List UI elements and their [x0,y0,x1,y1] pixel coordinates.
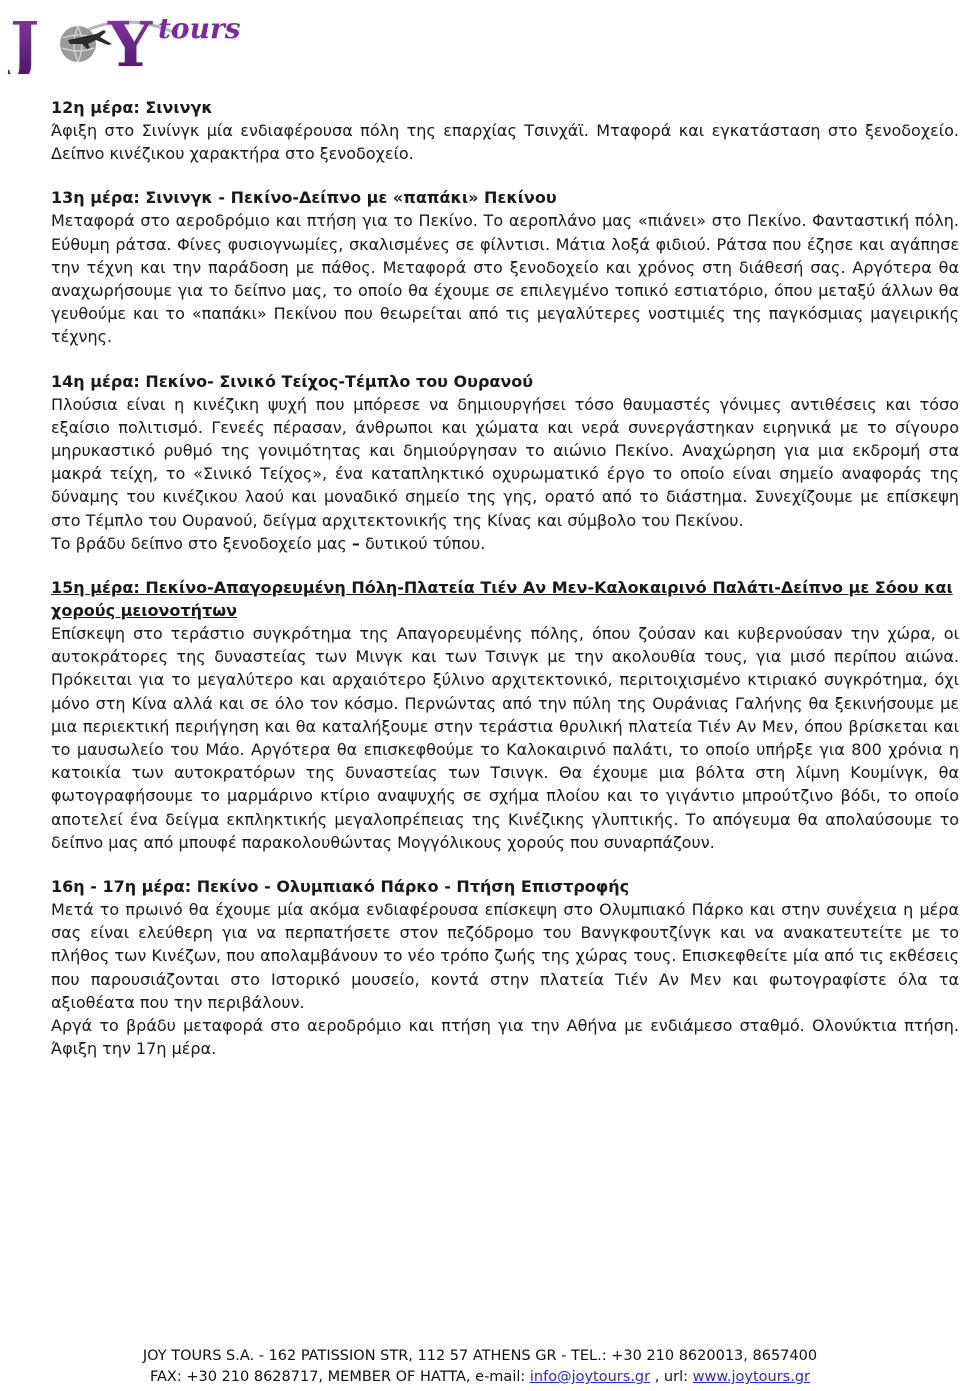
day-description [51,119,959,165]
day-paragraph: Μετά το πρωινό θα έχουμε μία ακόμα ενδιαφέρουσα επίσκεψη στο Ολυμπιακό Πάρκο και στην συνέχεια η μέρα σας είναι ελεύθερη για να περπατήσετε στον πεζόδρομο του Βανγκφουτζίνγκ και να ανακατευτείτε με το πλήθος των Κινέζων, που απολαμβάνουν το νέο τρόπο ζωής της χώρας τους. Επισκεφθείτε μία από τις εκθέσεις που παρουσιάζονται στο Ιστορικό μουσείο, κοντά στην πλατεία Τιέν Αν Μεν και φωτογραφίστε όλα τα αξιοθέατα που την περιβάλουν. [51,900,959,1012]
dinner-note [51,532,959,555]
email-link[interactable]: info@joytours.gr [529,1369,651,1385]
day-paragraph: Επίσκεψη στο τεράστιο συγκρότημα της Απαγορευμένης πόλης, όπου ζούσαν και κυβερνούσαν την χώρα, οι αυτοκράτορες της δυναστείας των Μινγκ και των Τσινγκ με την ακολουθία τους, για μισό περίπου αιώνα. Πρόκειται για το μεγαλύτερο και αρχαιότερο ξύλινο αρχιτεκτονικό, περιτοιχισμένο κτιριακό συγκρότημα, όχι μόνο στη Κίνα αλλά και σε όλο τον κόσμο. Περνώντας από την πύλη της Ουράνιας Γαλήνης θα ξεκινήσουμε με μια περιεκτική περιήγηση και θα καταλήξουμε στην τεράστια θρυλική πλατεία Τιέν Αν Μεν, όπου βρίσκεται και το μαυσωλείο του Μάο. Αργότερα θα επισκεφθούμε το Καλοκαιρινό παλάτι, το οποίο υπήρξε για 800 χρόνια η κατοικία των αυτοκρατόρων της δυναστείας των Τσινγκ. Θα έχουμε μια βόλτα στη λίμνη Κουμίνγκ, θα φωτογραφήσουμε το μαρμάρινο κτίριο αναψυχής σε σχήμα πλοίου και το γιγάντιο μπρούτζινο βόδι, το οποίο αποτελεί ένα δείγμα εκπληκτικής μεγαλοπρέπειας της Κινέζικης γλυπτικής. Το απόγευμα θα απολαύσουμε το δείπνο μας από μπουφέ παρακολουθώντας Μογγόλικους χορούς που συναρπάζουν. [51,624,959,852]
day-paragraph: Μεταφορά στο αεροδρόμιο και πτήση για το Πεκίνο. Το αεροπλάνο μας «πιάνει» στο Πεκίνο. Φανταστική πόλη. Εύθυμη ράτσα. Φίνες φυσιογνωμίες, σκαλισμένες σε φίλντισι. Μάτια λοξά φιδιού. Ράτσα που έζησε και αγάπησε την τέχνη και την παράδοση με πάθος. Μεταφορά στο ξενοδοχείο και χρόνος στη διάθεσή σας. Αργότερα θα αναχωρήσουμε για το δείπνο μας, το οποίο θα έχουμε σε επιλεγμένο τοπικό εστιατόριο, όπου μεταξύ άλλων θα γευθούμε και το «παπάκι» Πεκίνου που θεωρείται από τις μεγαλύτερες νοστιμιές της παγκόσμιας μαγειρικής τέχνης. [51,211,959,347]
day-title: 13η μέρα: Σινινγκ - Πεκίνο-Δείπνο με «παπάκι» Πεκίνου [51,188,557,208]
day-12-section [51,96,959,165]
day-title: 14η μέρα: Πεκίνο- Σινικό Τείχος-Τέμπλο του Ουρανού [51,371,534,391]
logo-letter-y: Y [108,8,153,74]
day-paragraph: Πλούσια είναι η κινέζικη ψυχή που μπόρεσε να δημιουργήσει τόσο θαυμαστές γόνιμες αντιθέσεις και τόσο εξαίσιο πολιτισμό. Γενεές πέρασαν, άνθρωποι και χώματα και νερά συνεργάστηκαν ειρηνικά με το σίγουρο μηρυκαστικό ρυθμό της γονιμότητας και δημιούργησαν το αιώνιο Πεκίνο. Αναχώρηση για μια εκδρομή στα μακρά τείχη, το «Σινικό Τείχος», ένα καταπληκτικό οχυρωματικό έργο το οποίο είναι σημείο αναφοράς της δύναμης του κινέζικου λαού και μοναδικό σημείο της γης, ορατό από το διάστημα. Συνεχίζουμε με επίσκεψη στο Τέμπλο του Ουρανού, δείγμα αρχιτεκτονικής της Κίνας και σύμβολο του Πεκίνου. [51,394,959,530]
page-footer [0,1346,960,1388]
dinner-note-text: Το βράδυ δείπνο στο ξενοδοχείο μας [51,533,347,553]
footer-fax-text: FAX: +30 210 8628717, MEMBER OF HATTA, e-mail: [150,1369,530,1385]
logo-graphic [8,4,248,74]
day-13-section [51,186,959,348]
joytours-logo [8,4,248,74]
day-description [51,393,959,555]
footer-contact-line [0,1367,960,1388]
day-description [51,209,959,348]
day-description [51,898,959,1060]
day-paragraph: Αργά το βράδυ μεταφορά στο αεροδρόμιο και πτήση για την Αθήνα με ενδιάμεσο σταθμό. Ολονύκτια πτήση. Άφιξη την 17η μέρα. [51,1016,959,1059]
day-description [51,622,959,854]
day-paragraph: Άφιξη στο Σινίνγκ μία ενδιαφέρουσα πόλη της επαρχίας Τσινχάϊ. Μταφορά και εγκατάσταση στο ξενοδοχείο. Δείπνο κινέζικου χαρακτήρα στο ξενοδοχείο. [51,121,959,164]
day-14-section [51,370,959,555]
day-title: 16η - 17η μέρα: Πεκίνο - Ολυμπιακό Πάρκο - Πτήση Επιστροφής [51,877,630,897]
day-15-section [51,576,959,854]
footer-url-label: , url: [650,1369,693,1385]
day-title: 12η μέρα: Σινινγκ [51,98,213,117]
dinner-note-dash: – [351,533,360,553]
dinner-note-end: δυτικού τύπου. [365,533,486,553]
itinerary-content [51,96,959,1082]
day-16-17-section [51,875,959,1060]
footer-address-line: JOY TOURS S.A. - 162 PATISSION STR, 112 57 ATHENS GR - TEL.: +30 210 8620013, 8657400 [142,1348,818,1364]
logo-tours-text: tours [158,12,241,45]
day-title: 15η μέρα: Πεκίνο-Απαγορευμένη Πόλη-Πλατεία Τιέν Αν Μεν-Καλοκαιρινό Παλάτι-Δείπνο με Σόου και χορούς μειονοτήτων [51,578,953,621]
website-link[interactable]: www.joytours.gr [692,1369,810,1385]
logo-letter-j: J [10,8,40,74]
